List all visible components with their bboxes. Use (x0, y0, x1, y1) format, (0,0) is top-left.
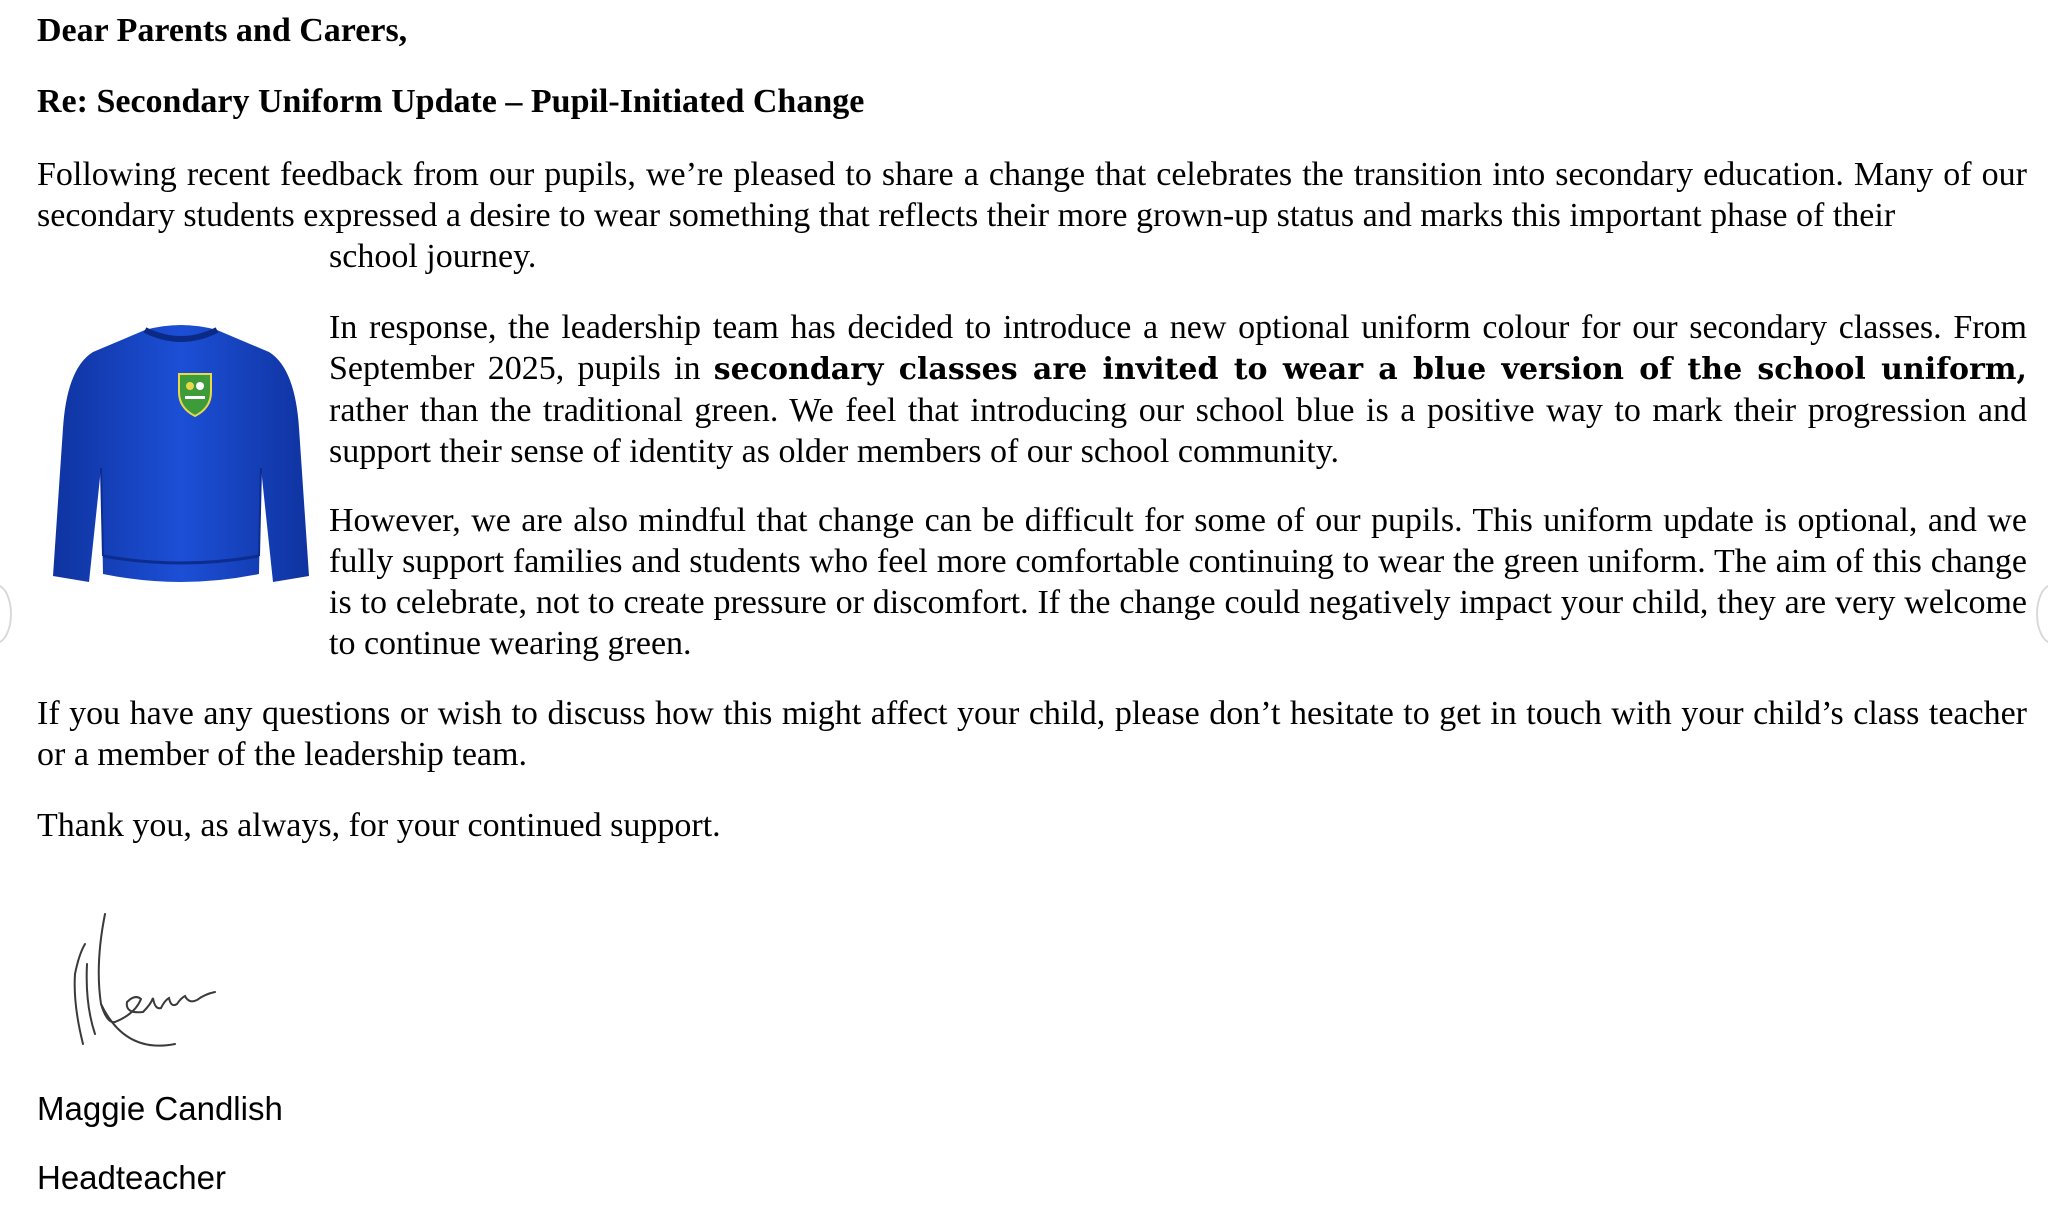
paragraph-intro (37, 154, 2027, 277)
letter-greeting: Dear Parents and Carers, (37, 12, 408, 49)
paragraph-response-text: In response, the leadership team has decided to introduce a new optional uniform colour for our secondary classes. From September 2025, pupils in (329, 309, 2027, 387)
paragraph-thanks: Thank you, as always, for your continued support. (37, 807, 721, 844)
handwritten-signature (65, 904, 265, 1054)
paragraph-intro-text: Following recent feedback from our pupils, we’re pleased to share a change that celebrates the transition into secondary education. Many of our secondary students expressed a desire to wear something that reflects their more grown-up status and marks this important phase of their (37, 156, 2027, 234)
paragraph-questions: If you have any questions or wish to discuss how this might affect your child, please don’t hesitate to get in touch with your child’s class teacher or a member of the leadership team. (37, 695, 2027, 773)
paragraph-optional: However, we are also mindful that change can be difficult for some of our pupils. This uniform update is optional, and we fully support families and students who feel more comfortable continuing to wear the green uniform. The aim of this change is to celebrate, not to create pressure or discomfort. If the change could negatively impact your child, they are very welcome to continue wearing green. (329, 502, 2027, 662)
signatory-name: Maggie Candlish (37, 1090, 283, 1127)
letter-subject: Re: Secondary Uniform Update – Pupil-Initiated Change (37, 83, 865, 120)
paragraph-intro-end: school journey. (329, 238, 537, 275)
page-edge-left (0, 584, 12, 644)
page-edge-right (2036, 584, 2048, 644)
paragraph-response (329, 307, 2027, 472)
paragraph-response-rest: rather than the traditional green. We feel that introducing our school blue is a positive way to mark their progression and support their sense of identity as older members of our school community. (329, 392, 2027, 470)
blue-jumper-image (47, 318, 315, 594)
signatory-title: Headteacher (37, 1159, 226, 1196)
paragraph-response-bold: secondary classes are invited to wear a blue version of the school uniform, (713, 352, 2027, 387)
